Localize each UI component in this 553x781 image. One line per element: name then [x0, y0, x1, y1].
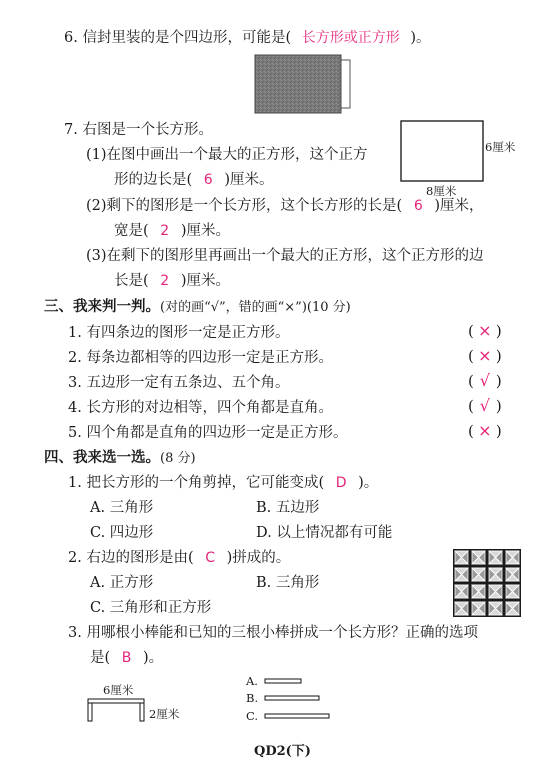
s4-q1-option-b: B. 五边形	[256, 500, 320, 516]
s4-q2-option-b: B. 三角形	[256, 575, 320, 591]
s4-q1-option-a: A. 三角形	[90, 500, 154, 516]
q7-p2-width-end: )厘米。	[180, 223, 230, 239]
q7-p2-text-end: )厘米，	[434, 198, 484, 214]
judge-mark-3: ( √ )	[468, 371, 502, 390]
stick-option-b-label: B.	[246, 691, 259, 705]
stick-option-c-label: C.	[246, 709, 259, 723]
envelope-image	[254, 54, 352, 114]
s4-q2-option-a: A. 正方形	[90, 575, 154, 591]
judge-mark-5: ( × )	[468, 421, 502, 440]
q6-text-end: )。	[410, 30, 431, 46]
judge-answer-4: √	[479, 396, 490, 415]
stick-option-a-label: A.	[246, 674, 258, 688]
s4-q3-text: 是(	[90, 650, 111, 666]
s4-q2-answer: C	[205, 550, 215, 566]
s4-q3-text-end: )。	[143, 650, 164, 666]
judge-item-2: 2. 每条边都相等的四边形一定是正方形。	[68, 350, 333, 366]
q7-p1-text-end: )厘米。	[224, 172, 274, 188]
q7-p3-line1: (3)在剩下的图形里再画出一个最大的正方形，这个正方形的边	[86, 248, 484, 264]
q7-p3-answer: 2	[160, 273, 170, 289]
judge-item-1: 1. 有四条边的图形一定是正方形。	[68, 325, 290, 341]
fig-height-label: 6厘米	[485, 140, 516, 154]
judge-answer-5: ×	[478, 421, 492, 440]
stick-option-c	[264, 712, 332, 720]
q7-p3-text-end: )厘米。	[180, 273, 230, 289]
judge-item-3: 3. 五边形一定有五条边、五个角。	[68, 375, 290, 391]
s4-q1-text-end: )。	[358, 475, 379, 491]
q7-p2-text: (2)剩下的图形是一个长方形，这个长方形的长是(	[86, 198, 403, 214]
section4-points: (8 分)	[160, 451, 196, 466]
q7-p2-answer-length: 6	[413, 198, 423, 214]
s4-q3-line2	[90, 648, 163, 668]
judge-mark-2: ( × )	[468, 346, 502, 365]
stick-option-a	[264, 677, 304, 685]
s4-q2-option-c: C. 三角形和正方形	[90, 600, 212, 616]
s4-q2-text-end: )拼成的。	[226, 550, 291, 566]
q7-p3-text: 长是(	[114, 273, 149, 289]
sticks-side-label: 2厘米	[149, 707, 180, 721]
fig-width-label: 8厘米	[426, 184, 457, 198]
tile-pattern-figure	[453, 549, 521, 617]
stick-option-b	[264, 694, 322, 702]
judge-answer-2: ×	[478, 346, 492, 365]
q7-p1-line1: (1)在图中画出一个最大的正方形，这个正方	[86, 147, 368, 163]
section4-title: 四、我来选一选。	[44, 450, 160, 466]
judge-mark-4: ( √ )	[468, 396, 502, 415]
section4-heading	[44, 448, 196, 469]
section3-heading	[44, 297, 351, 318]
section3-title: 三、我来判一判。	[44, 299, 160, 315]
s4-q1-line	[68, 473, 378, 493]
q7-p1-text: 形的边长是(	[114, 172, 193, 188]
s4-q1-answer: D	[335, 475, 347, 491]
s4-q3-answer: B	[121, 650, 132, 666]
judge-item-4: 4. 长方形的对边相等，四个角都是直角。	[68, 400, 333, 416]
s4-q3-line1: 3. 用哪根小棒能和已知的三根小棒拼成一个长方形？正确的选项	[68, 625, 478, 641]
sticks-top-label: 6厘米	[103, 683, 134, 697]
s4-q1-option-c: C. 四边形	[90, 525, 154, 541]
q6-line	[64, 28, 431, 48]
page-footer: QD2(下)	[254, 744, 311, 759]
q7-p1-answer: 6	[203, 172, 213, 188]
q7-p2-width-text: 宽是(	[114, 223, 149, 239]
judge-answer-1: ×	[478, 321, 492, 340]
s4-q1-text: 1. 把长方形的一个角剪掉，它可能变成(	[68, 475, 325, 491]
s4-q1-option-d: D. 以上情况都有可能	[256, 525, 393, 541]
q7-p1-line2	[114, 170, 273, 190]
q7-p2-line1	[86, 196, 484, 216]
q7-p3-line2	[114, 271, 230, 291]
q7-intro: 7. 右图是一个长方形。	[64, 122, 213, 138]
known-sticks-figure	[84, 697, 148, 725]
judge-item-5: 5. 四个角都是直角的四边形一定是正方形。	[68, 425, 348, 441]
judge-answer-3: √	[479, 371, 490, 390]
section3-instruction: (对的画“√”，错的画“×”)(10 分)	[160, 300, 351, 315]
s4-q2-text: 2. 右边的图形是由(	[68, 550, 194, 566]
q6-text: 6. 信封里装的是个四边形，可能是(	[64, 30, 292, 46]
q7-p2-answer-width: 2	[160, 223, 170, 239]
q7-p2-line2	[114, 221, 230, 241]
s4-q2-line	[68, 548, 290, 568]
rectangle-figure	[398, 118, 528, 200]
judge-mark-1: ( × )	[468, 321, 502, 340]
q6-answer: 长方形或正方形	[301, 30, 400, 46]
